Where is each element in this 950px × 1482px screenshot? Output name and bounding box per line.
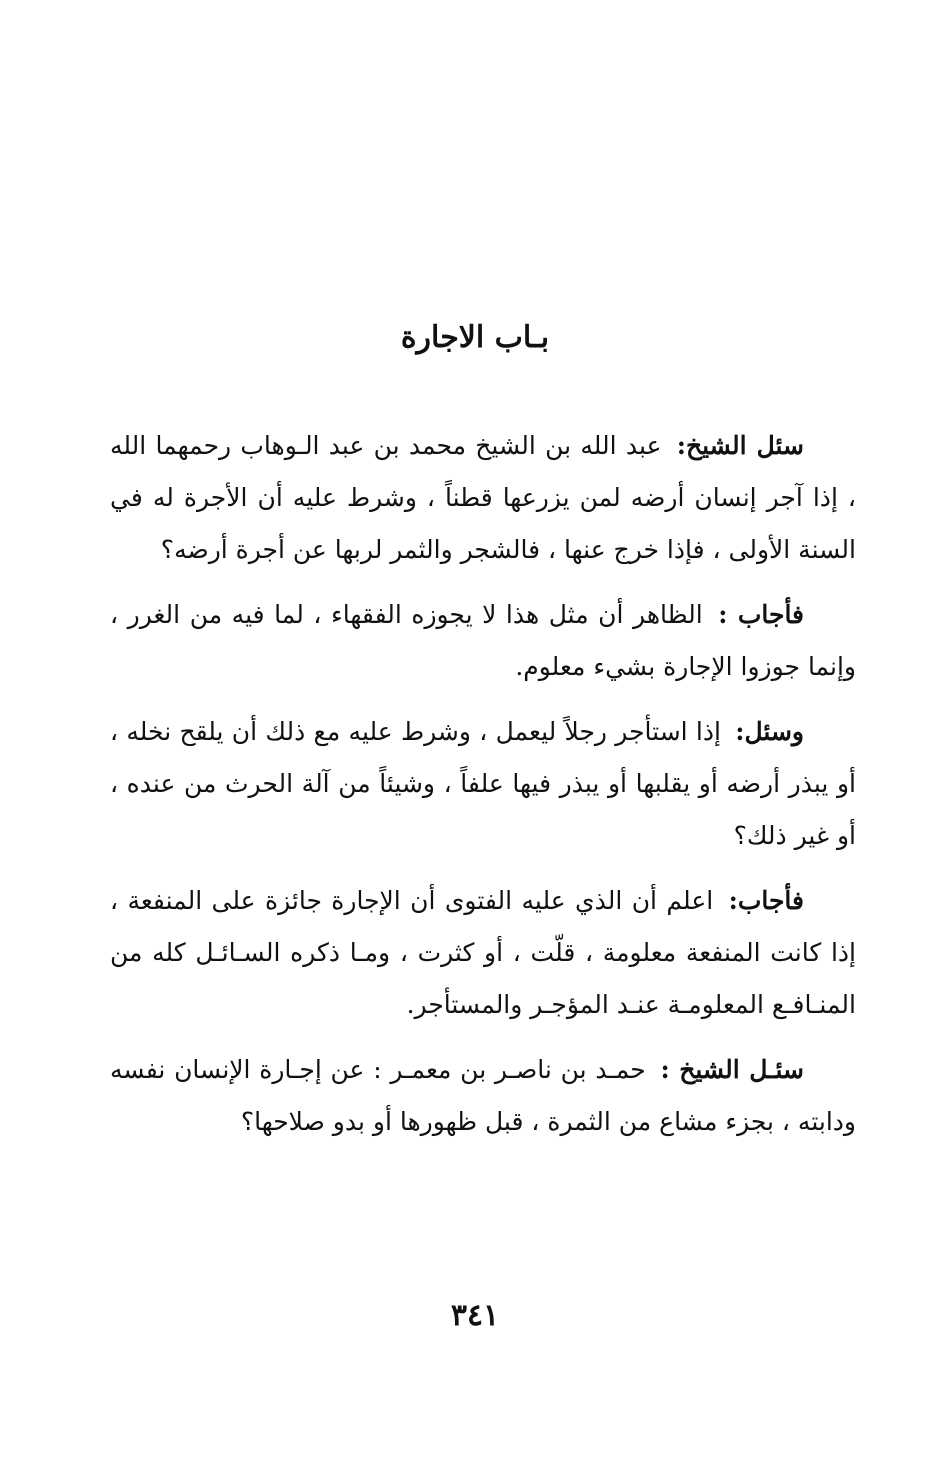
paragraph-lead: فأجاب:	[728, 886, 804, 915]
paragraph-lead: سئـل الشيخ :	[660, 1055, 804, 1084]
paragraph-lead: وسئل:	[735, 717, 804, 746]
paragraph-answer-1	[110, 589, 856, 693]
page-body	[110, 420, 856, 1161]
paragraph-text: اعلم أن الذي عليه الفتوى أن الإجارة جائزة على المنفعة ، إذا كانت المنفعة معلومة ، قلّت ، أو كثرت ، ومـا ذكره السـائـل كله من المنـافـع المعلومـة عنـد المؤجـر والمستأجر.	[110, 886, 856, 1019]
chapter-title: بـاب الاجارة	[400, 320, 550, 355]
page-number: ٣٤١	[450, 1298, 500, 1333]
paragraph-text: حمـد بن ناصـر بن معمـر : عن إجـارة الإنسان نفسه ودابته ، بجزء مشاع من الثمرة ، قبل ظهورها أو بدو صلاحها؟	[110, 1055, 856, 1136]
paragraph-question-2	[110, 706, 856, 862]
paragraph-lead: فأجاب :	[718, 600, 805, 629]
paragraph-question-1	[110, 420, 856, 576]
paragraph-lead: سئل الشيخ:	[676, 431, 804, 460]
paragraph-answer-2	[110, 875, 856, 1031]
paragraph-text: إذا استأجر رجلاً ليعمل ، وشرط عليه مع ذلك أن يلقح نخله ، أو يبذر أرضه أو يقلبها أو يبذر فيها علفاً ، وشيئاً من آلة الحرث من عنده ، أو غير ذلك؟	[110, 717, 856, 850]
paragraph-text: عبد الله بن الشيخ محمد بن عبد الـوهاب رحمهما الله ، إذا آجر إنسان أرضه لمن يزرعها قطناً ، وشرط عليه أن الأجرة له في السنة الأولى ، فإذا خرج عنها ، فالشجر والثمر لربها عن أجرة أرضه؟	[110, 431, 856, 564]
paragraph-text: الظاهر أن مثل هذا لا يجوزه الفقهاء ، لما فيه من الغرر ، وإنما جوزوا الإجارة بشيء معلوم.	[110, 600, 856, 681]
paragraph-question-3	[110, 1044, 856, 1148]
